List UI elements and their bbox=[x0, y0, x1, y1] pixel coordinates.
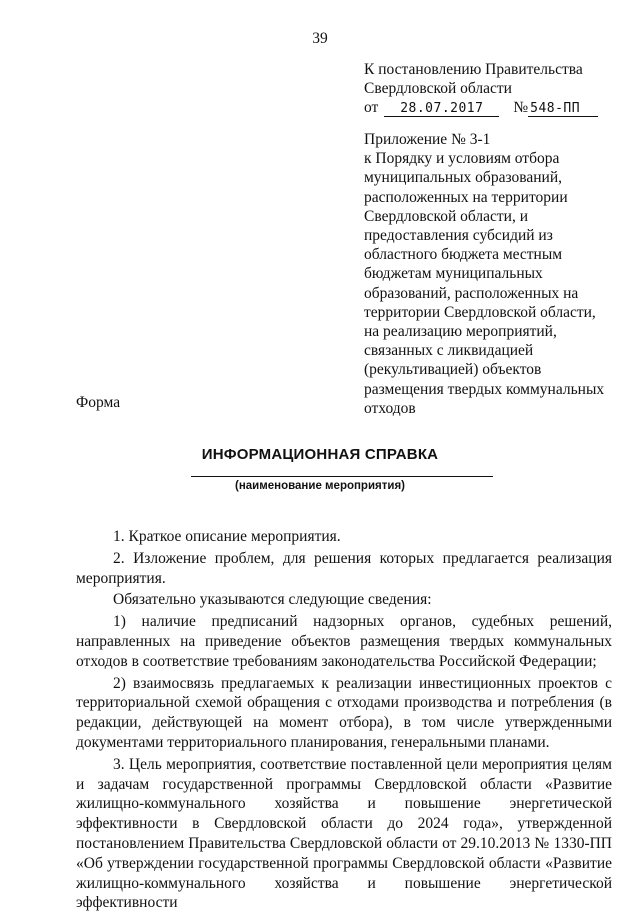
appendix-line: Свердловской области, и bbox=[364, 207, 528, 225]
appendix-line: муниципальных образований, bbox=[364, 169, 562, 187]
from-label: от bbox=[364, 99, 379, 116]
document-title: ИНФОРМАЦИОННАЯ СПРАВКА bbox=[201, 446, 439, 463]
appendix-line: расположенных на территории bbox=[364, 188, 568, 206]
appendix-line: предоставления субсидий из bbox=[364, 227, 553, 245]
appendix-line: отходов bbox=[364, 399, 416, 417]
paragraph: 3. Цель мероприятия, соответствие поставленной цели мероприятия целям и задачам государственной программы Свердловской области «Развитие жилищно-коммунального хозяйства и повышение энергетической эффективности в Свердловской области до 2024 года», утвержденной постановлением Правительства Свердловской области от 29.10.2013 № 1330-ПП «Об утверждении государственной программы Свердловской области «Развитие жилищно-коммунального хозяйства и повышение энергетической эффективности bbox=[76, 755, 612, 912]
appendix-line: к Порядку и условиям отбора bbox=[364, 150, 560, 168]
appendix-line: связанных с ликвидацией bbox=[364, 342, 534, 360]
paragraph: Обязательно указываются следующие сведения: bbox=[113, 591, 432, 609]
appendix-line: бюджетам муниципальных bbox=[364, 265, 543, 283]
event-name-underline bbox=[191, 476, 493, 477]
event-name-caption: (наименование мероприятия) bbox=[235, 480, 405, 492]
appendix-line: образований, расположенных на bbox=[364, 284, 579, 302]
appendix-line: на реализацию мероприятий, bbox=[364, 323, 557, 341]
resolution-reference bbox=[364, 60, 624, 117]
paragraph: 1. Краткое описание мероприятия. bbox=[113, 528, 341, 545]
appendix-line: (рекультивацией) объектов bbox=[364, 361, 542, 379]
appendix-line: размещения твердых коммунальных bbox=[364, 380, 605, 398]
appendix-line: областного бюджета местным bbox=[364, 246, 563, 264]
list-item: 1) наличие предписаний надзорных органов, судебных решений, направленных на приведение объектов размещения твердых коммунальных отходов в соответствие требованиям законодательства Российской Федерации; bbox=[76, 613, 612, 670]
page-number: 39 bbox=[312, 30, 328, 47]
resolution-line-2: Свердловской области bbox=[364, 80, 512, 97]
resolution-line-1: К постановлению Правительства bbox=[364, 61, 583, 78]
resolution-date-number-line bbox=[364, 98, 624, 117]
paragraph: 2. Изложение проблем, для решения которых предлагается реализация мероприятия. bbox=[76, 549, 612, 587]
appendix-line: территории Свердловской области, bbox=[364, 303, 596, 321]
document-body bbox=[76, 527, 612, 913]
number-label: № bbox=[513, 99, 529, 116]
resolution-number-field: 548-ПП bbox=[528, 102, 598, 117]
form-label: Форма bbox=[76, 394, 121, 411]
resolution-date-field: 28.07.2017 bbox=[384, 102, 499, 117]
appendix-reference bbox=[364, 130, 614, 418]
appendix-line: Приложение № 3-1 bbox=[364, 131, 491, 148]
list-item: 2) взаимосвязь предлагаемых к реализации инвестиционных проектов с территориальной схемой обращения с отходами производства и потребления (в редакции, действующей на момент отбора), в том числе утвержденными документами территориального планирования, генеральными планами. bbox=[76, 674, 612, 751]
